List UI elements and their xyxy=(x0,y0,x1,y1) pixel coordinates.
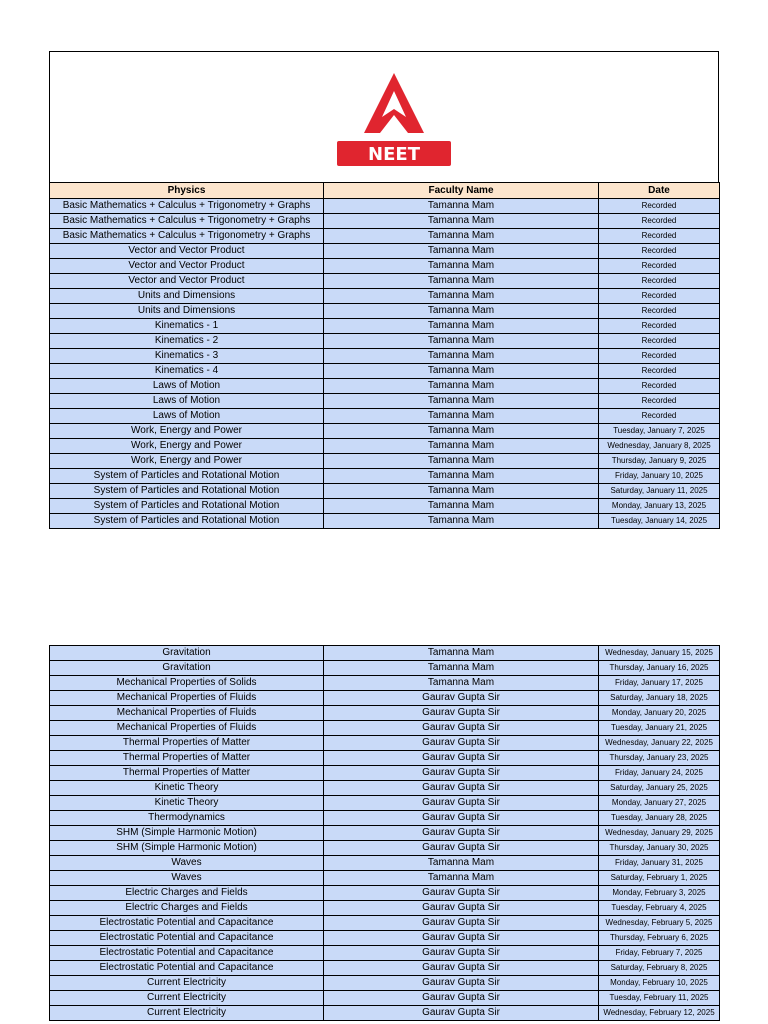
topic-cell: Work, Energy and Power xyxy=(50,454,324,469)
faculty-cell: Tamanna Mam xyxy=(324,409,599,424)
date-cell: Recorded xyxy=(599,319,720,334)
date-cell: Recorded xyxy=(599,214,720,229)
faculty-cell: Tamanna Mam xyxy=(324,394,599,409)
table-row xyxy=(50,931,720,946)
faculty-cell: Tamanna Mam xyxy=(324,319,599,334)
date-cell: Recorded xyxy=(599,199,720,214)
table-row xyxy=(50,514,720,529)
table-row xyxy=(50,484,720,499)
faculty-cell: Tamanna Mam xyxy=(324,424,599,439)
topic-cell: Mechanical Properties of Fluids xyxy=(50,706,324,721)
table-row xyxy=(50,856,720,871)
topic-cell: SHM (Simple Harmonic Motion) xyxy=(50,826,324,841)
table-row xyxy=(50,736,720,751)
topic-cell: Mechanical Properties of Fluids xyxy=(50,691,324,706)
topic-cell: Work, Energy and Power xyxy=(50,439,324,454)
table-row xyxy=(50,976,720,991)
table-row xyxy=(50,199,720,214)
table-row xyxy=(50,304,720,319)
date-cell: Monday, January 27, 2025 xyxy=(599,796,720,811)
topic-cell: Current Electricity xyxy=(50,1006,324,1021)
faculty-cell: Tamanna Mam xyxy=(324,439,599,454)
faculty-cell: Gaurav Gupta Sir xyxy=(324,841,599,856)
table-row xyxy=(50,811,720,826)
topic-cell: Thermal Properties of Matter xyxy=(50,766,324,781)
faculty-cell: Gaurav Gupta Sir xyxy=(324,946,599,961)
date-cell: Tuesday, January 28, 2025 xyxy=(599,811,720,826)
table-row xyxy=(50,841,720,856)
date-cell: Friday, January 31, 2025 xyxy=(599,856,720,871)
topic-cell: Thermodynamics xyxy=(50,811,324,826)
date-cell: Thursday, January 16, 2025 xyxy=(599,661,720,676)
date-cell: Recorded xyxy=(599,289,720,304)
topic-cell: Vector and Vector Product xyxy=(50,274,324,289)
faculty-cell: Tamanna Mam xyxy=(324,259,599,274)
faculty-cell: Gaurav Gupta Sir xyxy=(324,916,599,931)
topic-cell: Basic Mathematics + Calculus + Trigonometry + Graphs xyxy=(50,199,324,214)
faculty-cell: Tamanna Mam xyxy=(324,229,599,244)
table-row xyxy=(50,886,720,901)
neet-logo xyxy=(336,71,452,167)
date-cell: Monday, January 20, 2025 xyxy=(599,706,720,721)
date-cell: Saturday, January 11, 2025 xyxy=(599,484,720,499)
topic-cell: Kinematics - 4 xyxy=(50,364,324,379)
faculty-cell: Gaurav Gupta Sir xyxy=(324,736,599,751)
header-row xyxy=(50,183,720,199)
table-row xyxy=(50,721,720,736)
topic-cell: Work, Energy and Power xyxy=(50,424,324,439)
topic-cell: Kinematics - 3 xyxy=(50,349,324,364)
topic-cell: System of Particles and Rotational Motion xyxy=(50,514,324,529)
faculty-cell: Tamanna Mam xyxy=(324,379,599,394)
date-cell: Wednesday, February 5, 2025 xyxy=(599,916,720,931)
table-row xyxy=(50,454,720,469)
topic-cell: Gravitation xyxy=(50,646,324,661)
table-row xyxy=(50,661,720,676)
faculty-cell: Tamanna Mam xyxy=(324,364,599,379)
date-cell: Recorded xyxy=(599,274,720,289)
table-row xyxy=(50,244,720,259)
table-row xyxy=(50,364,720,379)
faculty-cell: Tamanna Mam xyxy=(324,334,599,349)
topic-cell: Laws of Motion xyxy=(50,379,324,394)
date-cell: Saturday, January 25, 2025 xyxy=(599,781,720,796)
date-cell: Thursday, January 30, 2025 xyxy=(599,841,720,856)
date-cell: Recorded xyxy=(599,304,720,319)
faculty-cell: Gaurav Gupta Sir xyxy=(324,961,599,976)
table-row xyxy=(50,916,720,931)
faculty-cell: Tamanna Mam xyxy=(324,274,599,289)
topic-cell: Basic Mathematics + Calculus + Trigonometry + Graphs xyxy=(50,229,324,244)
date-cell: Recorded xyxy=(599,379,720,394)
date-header: Date xyxy=(599,183,720,199)
table-row xyxy=(50,646,720,661)
table-row xyxy=(50,796,720,811)
schedule-sheet-2 xyxy=(49,645,719,1021)
faculty-cell: Tamanna Mam xyxy=(324,349,599,364)
date-cell: Recorded xyxy=(599,334,720,349)
date-cell: Recorded xyxy=(599,394,720,409)
faculty-cell: Gaurav Gupta Sir xyxy=(324,796,599,811)
faculty-cell: Gaurav Gupta Sir xyxy=(324,931,599,946)
topic-cell: Gravitation xyxy=(50,661,324,676)
date-cell: Wednesday, January 8, 2025 xyxy=(599,439,720,454)
table-row xyxy=(50,991,720,1006)
faculty-cell: Gaurav Gupta Sir xyxy=(324,811,599,826)
table-row xyxy=(50,781,720,796)
table-row xyxy=(50,826,720,841)
topic-cell: Electrostatic Potential and Capacitance xyxy=(50,916,324,931)
faculty-cell: Tamanna Mam xyxy=(324,646,599,661)
topic-cell: SHM (Simple Harmonic Motion) xyxy=(50,841,324,856)
faculty-cell: Tamanna Mam xyxy=(324,214,599,229)
topic-cell: System of Particles and Rotational Motion xyxy=(50,499,324,514)
topic-cell: System of Particles and Rotational Motion xyxy=(50,484,324,499)
topic-cell: System of Particles and Rotational Motion xyxy=(50,469,324,484)
topic-cell: Laws of Motion xyxy=(50,394,324,409)
topic-cell: Electrostatic Potential and Capacitance xyxy=(50,961,324,976)
topic-cell: Units and Dimensions xyxy=(50,289,324,304)
faculty-cell: Gaurav Gupta Sir xyxy=(324,826,599,841)
topic-cell: Current Electricity xyxy=(50,976,324,991)
table-row xyxy=(50,334,720,349)
date-cell: Friday, January 24, 2025 xyxy=(599,766,720,781)
faculty-cell: Tamanna Mam xyxy=(324,871,599,886)
table-row xyxy=(50,961,720,976)
faculty-header: Faculty Name xyxy=(324,183,599,199)
faculty-cell: Tamanna Mam xyxy=(324,469,599,484)
date-cell: Thursday, February 6, 2025 xyxy=(599,931,720,946)
table-row xyxy=(50,766,720,781)
topic-cell: Vector and Vector Product xyxy=(50,244,324,259)
date-cell: Friday, February 7, 2025 xyxy=(599,946,720,961)
faculty-cell: Gaurav Gupta Sir xyxy=(324,781,599,796)
schedule-table-2 xyxy=(49,645,720,1021)
table-row xyxy=(50,259,720,274)
date-cell: Tuesday, February 4, 2025 xyxy=(599,901,720,916)
date-cell: Recorded xyxy=(599,409,720,424)
faculty-cell: Gaurav Gupta Sir xyxy=(324,751,599,766)
topic-cell: Thermal Properties of Matter xyxy=(50,736,324,751)
topic-cell: Electric Charges and Fields xyxy=(50,886,324,901)
date-cell: Wednesday, February 12, 2025 xyxy=(599,1006,720,1021)
topic-cell: Vector and Vector Product xyxy=(50,259,324,274)
date-cell: Recorded xyxy=(599,364,720,379)
topic-cell: Units and Dimensions xyxy=(50,304,324,319)
faculty-cell: Gaurav Gupta Sir xyxy=(324,1006,599,1021)
topic-cell: Laws of Motion xyxy=(50,409,324,424)
table-row xyxy=(50,349,720,364)
table-row xyxy=(50,1006,720,1021)
faculty-cell: Tamanna Mam xyxy=(324,289,599,304)
date-cell: Monday, January 13, 2025 xyxy=(599,499,720,514)
faculty-cell: Tamanna Mam xyxy=(324,199,599,214)
logo-text: NEET xyxy=(368,144,420,165)
table-row xyxy=(50,439,720,454)
logo-banner xyxy=(49,51,719,182)
table-row xyxy=(50,274,720,289)
table-row xyxy=(50,424,720,439)
date-cell: Friday, January 17, 2025 xyxy=(599,676,720,691)
topic-cell: Kinematics - 1 xyxy=(50,319,324,334)
table-row xyxy=(50,499,720,514)
topic-cell: Mechanical Properties of Fluids xyxy=(50,721,324,736)
topic-cell: Electrostatic Potential and Capacitance xyxy=(50,931,324,946)
topic-cell: Electrostatic Potential and Capacitance xyxy=(50,946,324,961)
table-row xyxy=(50,229,720,244)
date-cell: Saturday, January 18, 2025 xyxy=(599,691,720,706)
table-row xyxy=(50,379,720,394)
faculty-cell: Gaurav Gupta Sir xyxy=(324,991,599,1006)
faculty-cell: Tamanna Mam xyxy=(324,499,599,514)
schedule-sheet-1 xyxy=(49,51,719,529)
date-cell: Wednesday, January 15, 2025 xyxy=(599,646,720,661)
table-row xyxy=(50,676,720,691)
date-cell: Tuesday, January 21, 2025 xyxy=(599,721,720,736)
topic-cell: Kinetic Theory xyxy=(50,796,324,811)
topic-cell: Kinetic Theory xyxy=(50,781,324,796)
faculty-cell: Gaurav Gupta Sir xyxy=(324,691,599,706)
table-row xyxy=(50,871,720,886)
date-cell: Wednesday, January 22, 2025 xyxy=(599,736,720,751)
table-row xyxy=(50,946,720,961)
topic-cell: Electric Charges and Fields xyxy=(50,901,324,916)
date-cell: Friday, January 10, 2025 xyxy=(599,469,720,484)
table-row xyxy=(50,691,720,706)
topic-cell: Waves xyxy=(50,871,324,886)
date-cell: Saturday, February 1, 2025 xyxy=(599,871,720,886)
faculty-cell: Gaurav Gupta Sir xyxy=(324,886,599,901)
faculty-cell: Gaurav Gupta Sir xyxy=(324,901,599,916)
faculty-cell: Gaurav Gupta Sir xyxy=(324,706,599,721)
faculty-cell: Tamanna Mam xyxy=(324,856,599,871)
date-cell: Recorded xyxy=(599,244,720,259)
faculty-cell: Tamanna Mam xyxy=(324,661,599,676)
table-row xyxy=(50,289,720,304)
faculty-cell: Tamanna Mam xyxy=(324,514,599,529)
date-cell: Monday, February 10, 2025 xyxy=(599,976,720,991)
table-row xyxy=(50,409,720,424)
topic-cell: Thermal Properties of Matter xyxy=(50,751,324,766)
subject-header: Physics xyxy=(50,183,324,199)
date-cell: Saturday, February 8, 2025 xyxy=(599,961,720,976)
faculty-cell: Tamanna Mam xyxy=(324,484,599,499)
date-cell: Recorded xyxy=(599,229,720,244)
table-row xyxy=(50,394,720,409)
table-row xyxy=(50,751,720,766)
date-cell: Thursday, January 9, 2025 xyxy=(599,454,720,469)
date-cell: Tuesday, January 7, 2025 xyxy=(599,424,720,439)
table-row xyxy=(50,901,720,916)
date-cell: Wednesday, January 29, 2025 xyxy=(599,826,720,841)
date-cell: Monday, February 3, 2025 xyxy=(599,886,720,901)
date-cell: Recorded xyxy=(599,349,720,364)
topic-cell: Mechanical Properties of Solids xyxy=(50,676,324,691)
table-row xyxy=(50,469,720,484)
faculty-cell: Gaurav Gupta Sir xyxy=(324,721,599,736)
table-row xyxy=(50,319,720,334)
topic-cell: Kinematics - 2 xyxy=(50,334,324,349)
faculty-cell: Gaurav Gupta Sir xyxy=(324,766,599,781)
date-cell: Tuesday, February 11, 2025 xyxy=(599,991,720,1006)
date-cell: Tuesday, January 14, 2025 xyxy=(599,514,720,529)
date-cell: Thursday, January 23, 2025 xyxy=(599,751,720,766)
topic-cell: Current Electricity xyxy=(50,991,324,1006)
faculty-cell: Tamanna Mam xyxy=(324,304,599,319)
faculty-cell: Tamanna Mam xyxy=(324,454,599,469)
topic-cell: Basic Mathematics + Calculus + Trigonometry + Graphs xyxy=(50,214,324,229)
table-row xyxy=(50,706,720,721)
faculty-cell: Gaurav Gupta Sir xyxy=(324,976,599,991)
date-cell: Recorded xyxy=(599,259,720,274)
schedule-table-1 xyxy=(49,182,720,529)
table-row xyxy=(50,214,720,229)
faculty-cell: Tamanna Mam xyxy=(324,676,599,691)
topic-cell: Waves xyxy=(50,856,324,871)
faculty-cell: Tamanna Mam xyxy=(324,244,599,259)
